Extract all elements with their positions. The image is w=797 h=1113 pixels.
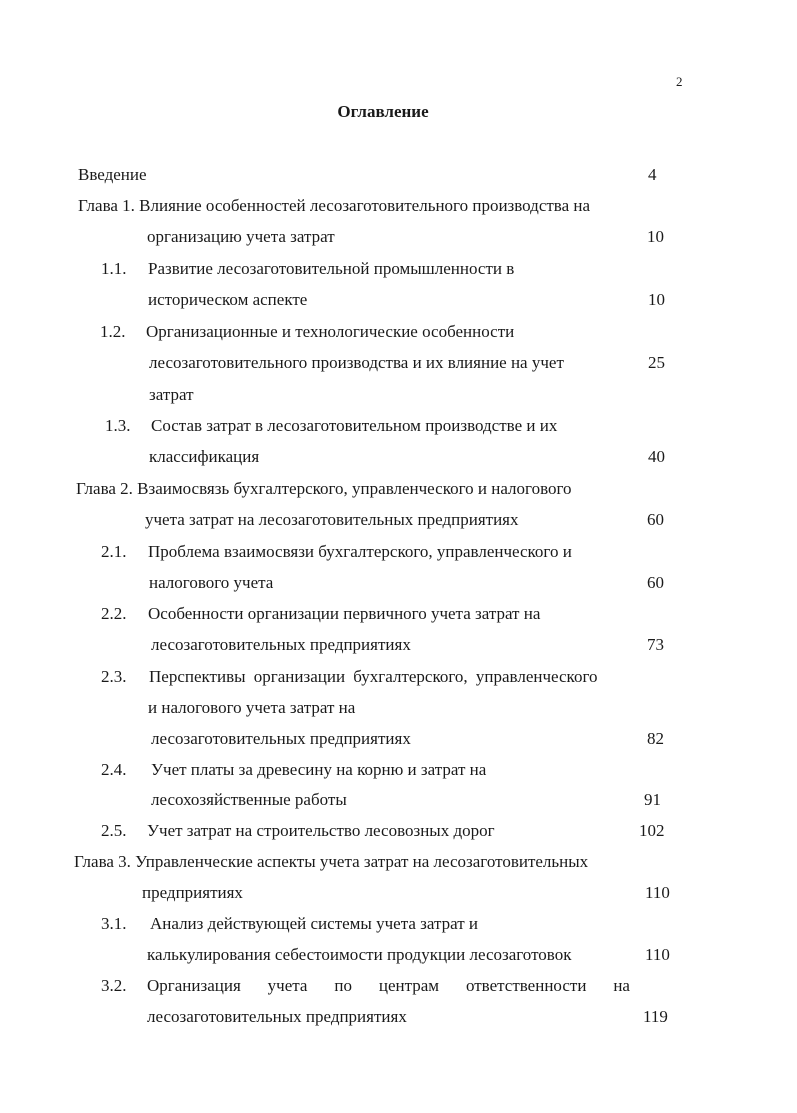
- toc-section-2-3-page: 82: [647, 729, 664, 748]
- toc-chapter-1-label: Глава 1. Влияние особенностей лесозаготовительного производства на: [78, 196, 591, 215]
- toc-section-2-4-page: 91: [644, 790, 661, 809]
- toc-section-2-2-number: 2.2.: [101, 604, 127, 623]
- toc-section-1-2-page: 25: [648, 353, 665, 372]
- toc-section-2-2-page: 73: [647, 635, 664, 654]
- toc-section-3-2-word: ответственности: [465, 976, 587, 995]
- toc-section-2-3-number: 2.3.: [101, 667, 127, 686]
- toc-section-1-1-page: 10: [648, 290, 665, 309]
- toc-chapter-2-label: Глава 2. Взаимосвязь бухгалтерского, управленческого и налогового: [76, 479, 572, 498]
- toc-section-1-1-line1: Развитие лесозаготовительной промышленности в: [148, 259, 515, 278]
- toc-chapter-3-label: Глава 3. Управленческие аспекты учета затрат на лесозаготовительных: [74, 852, 589, 871]
- page-number: 2: [676, 74, 683, 89]
- toc-section-2-1-page: 60: [647, 573, 664, 592]
- toc-section-1-3-line2: классификация: [149, 447, 260, 466]
- toc-section-3-2-word: Организация: [147, 976, 241, 995]
- toc-section-3-1-line2: калькулирования себестоимости продукции лесозаготовок: [147, 945, 572, 964]
- toc-section-2-2-line1: Особенности организации первичного учета затрат на: [148, 604, 541, 623]
- toc-section-3-2-number: 3.2.: [101, 976, 127, 995]
- toc-chapter-3-page: 110: [645, 883, 670, 902]
- toc-section-1-3-number: 1.3.: [105, 416, 131, 435]
- toc-section-3-2-word: учета: [267, 976, 308, 995]
- toc-section-3-2-page: 119: [643, 1007, 668, 1026]
- toc-section-2-3-line3: лесозаготовительных предприятиях: [151, 729, 411, 748]
- toc-intro-label: Введение: [78, 165, 147, 184]
- toc-section-2-2-line2: лесозаготовительных предприятиях: [151, 635, 411, 654]
- toc-section-2-5-page: 102: [639, 821, 665, 840]
- toc-section-3-2-word: по: [334, 976, 352, 995]
- toc-section-1-2-line1: Организационные и технологические особенности: [146, 322, 515, 341]
- toc-section-3-2-word: центрам: [378, 976, 440, 995]
- toc-section-1-1-number: 1.1.: [101, 259, 127, 278]
- toc-intro-page: 4: [648, 165, 657, 184]
- toc-section-2-1-line1: Проблема взаимосвязи бухгалтерского, управленческого и: [148, 542, 572, 561]
- toc-section-3-1-line1: Анализ действующей системы учета затрат и: [150, 914, 478, 933]
- toc-section-1-2-number: 1.2.: [100, 322, 126, 341]
- toc-section-2-1-number: 2.1.: [101, 542, 127, 561]
- toc-section-2-5-line1: Учет затрат на строительство лесовозных дорог: [147, 821, 495, 840]
- toc-section-2-4-number: 2.4.: [101, 760, 127, 779]
- toc-chapter-2-cont: учета затрат на лесозаготовительных предприятиях: [145, 510, 519, 529]
- toc-section-1-3-line1: Состав затрат в лесозаготовительном производстве и их: [151, 416, 558, 435]
- toc-chapter-2-page: 60: [647, 510, 664, 529]
- toc-section-1-2-line2: лесозаготовительного производства и их влияние на учет: [149, 353, 564, 372]
- toc-section-2-4-line1: Учет платы за древесину на корню и затрат на: [151, 760, 487, 779]
- toc-section-3-1-page: 110: [645, 945, 670, 964]
- toc-chapter-1-cont: организацию учета затрат: [147, 227, 335, 246]
- toc-section-1-2-line3: затрат: [149, 385, 194, 404]
- toc-chapter-1-page: 10: [647, 227, 664, 246]
- toc-section-2-5-number: 2.5.: [101, 821, 127, 840]
- page-title: Оглавление: [337, 102, 429, 121]
- toc-chapter-3-cont: предприятиях: [142, 883, 243, 902]
- toc-section-3-2-line2: лесозаготовительных предприятиях: [147, 1007, 407, 1026]
- toc-section-1-1-line2: историческом аспекте: [148, 290, 308, 309]
- toc-section-3-2-line1: [147, 976, 630, 996]
- toc-section-2-3-line1: Перспективы организации бухгалтерского, управленческого: [149, 667, 598, 686]
- toc-section-1-3-page: 40: [648, 447, 665, 466]
- toc-section-2-3-line2: и налогового учета затрат на: [148, 698, 356, 717]
- toc-section-2-1-line2: налогового учета: [149, 573, 274, 592]
- toc-section-3-2-word: на: [613, 976, 630, 995]
- toc-section-2-4-line2: лесохозяйственные работы: [151, 790, 347, 809]
- toc-section-3-1-number: 3.1.: [101, 914, 127, 933]
